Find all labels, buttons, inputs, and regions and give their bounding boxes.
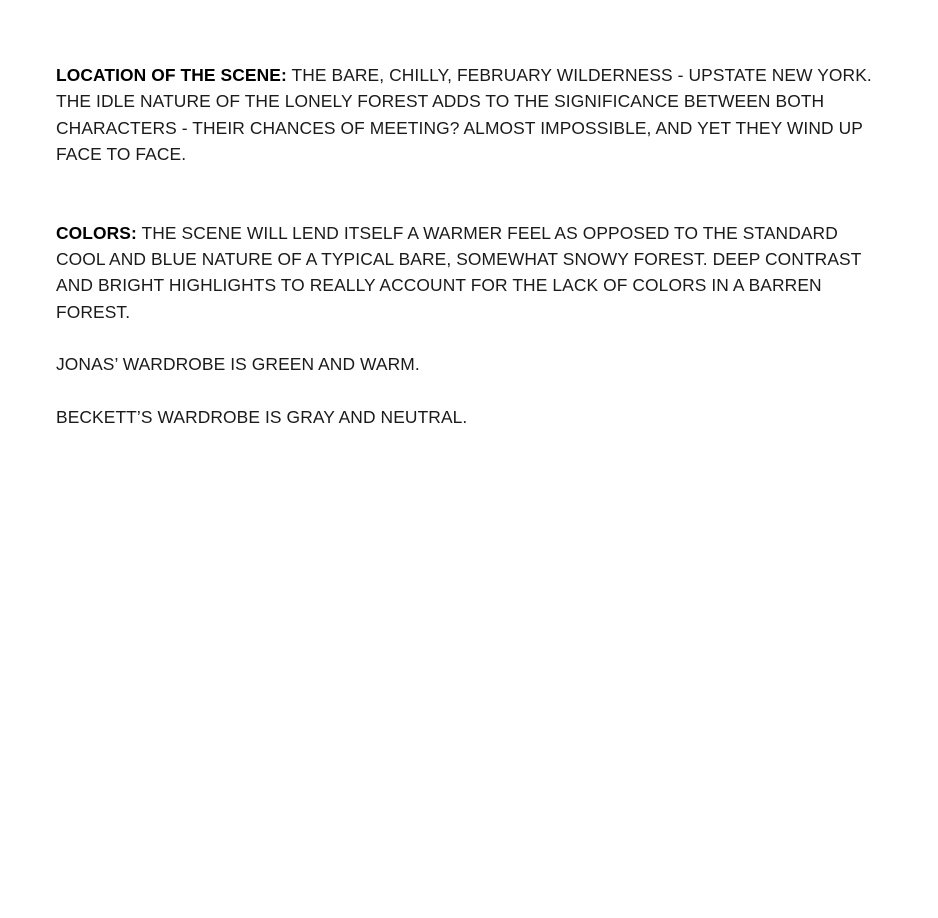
jonas-wardrobe-line: JONAS’ WARDROBE IS GREEN AND WARM. (56, 354, 420, 375)
location-text: THE BARE, CHILLY, FEBRUARY WILDERNESS - UPSTATE NEW YORK. THE IDLE NATURE OF THE LONELY FOREST ADDS TO THE SIGNIFICANCE BETWEEN BOTH CHARACTERS - THEIR CHANCES OF MEETING? ALMOST IMPOSSIBLE, AND YET THEY WIND UP FACE TO FACE. (56, 65, 872, 165)
colors-label: COLORS: (56, 222, 137, 243)
colors-paragraph (56, 220, 876, 326)
colors-text: THE SCENE WILL LEND ITSELF A WARMER FEEL AS OPPOSED TO THE STANDARD COOL AND BLUE NATURE OF A TYPICAL BARE, SOMEWHAT SNOWY FOREST. DEEP CONTRAST AND BRIGHT HIGHLIGHTS TO REALLY ACCOUNT FOR THE LACK OF COLORS IN A BARREN FOREST. (56, 222, 862, 322)
location-paragraph (56, 62, 876, 168)
beckett-wardrobe-line: BECKETT’S WARDROBE IS GRAY AND NEUTRAL. (56, 406, 468, 427)
location-label: LOCATION OF THE SCENE: (56, 65, 287, 85)
document-page (56, 62, 876, 430)
